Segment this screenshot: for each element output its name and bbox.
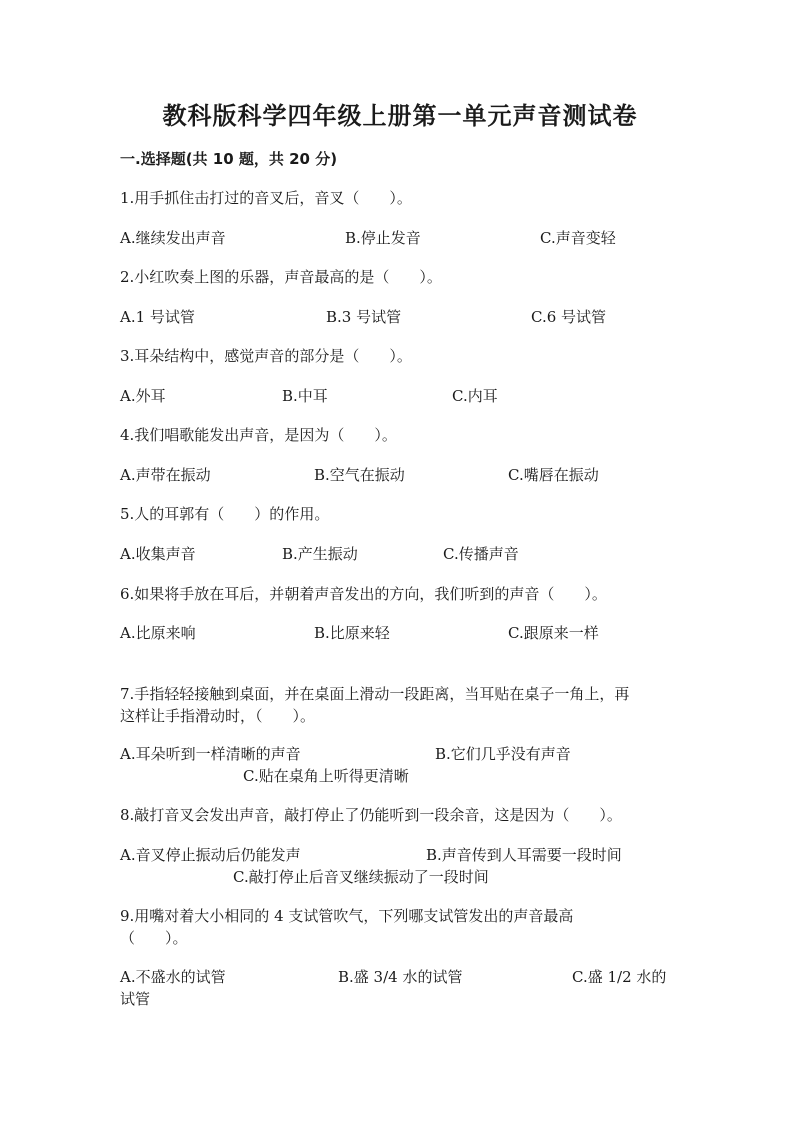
exam-title: 教科版科学四年级上册第一单元声音测试卷 (162, 102, 638, 130)
question-3-option-c: C.内耳 (452, 387, 498, 405)
section-heading: 一.选择题(共 10 题，共 20 分) (120, 150, 338, 168)
question-4-option-b: B.空气在振动 (314, 466, 405, 484)
question-9-option-c-continued: 试管 (120, 990, 151, 1008)
question-3-stem: 3.耳朵结构中，感觉声音的部分是（ ）。 (120, 347, 412, 365)
question-3-option-a: A.外耳 (120, 387, 166, 405)
question-2-option-b: B.3 号试管 (326, 308, 402, 326)
question-7-option-b: B.它们几乎没有声音 (435, 745, 571, 763)
question-7-stem-line-1: 7.手指轻轻接触到桌面，并在桌面上滑动一段距离，当耳贴在桌子一角上，再 (120, 685, 630, 703)
question-9-stem-line-2: （ ）。 (120, 929, 188, 947)
question-3-option-b: B.中耳 (282, 387, 328, 405)
question-9-option-b: B.盛 3/4 水的试管 (338, 968, 463, 986)
question-5-option-b: B.产生振动 (282, 545, 358, 563)
question-4-stem: 4.我们唱歌能发出声音，是因为（ ）。 (120, 426, 397, 444)
question-1-stem: 1.用手抓住击打过的音叉后，音叉（ ）。 (120, 189, 412, 207)
question-6-option-b: B.比原来轻 (314, 624, 390, 642)
question-9-option-a: A.不盛水的试管 (120, 968, 226, 986)
question-6-option-c: C.跟原来一样 (508, 624, 599, 642)
question-7-option-a: A.耳朵听到一样清晰的声音 (120, 745, 301, 763)
question-9-option-c: C.盛 1/2 水的 (572, 968, 667, 986)
question-4-option-c: C.嘴唇在振动 (508, 466, 599, 484)
question-2-option-c: C.6 号试管 (531, 308, 607, 326)
question-7-option-c: C.贴在桌角上听得更清晰 (243, 767, 409, 785)
question-1-option-c: C.声音变轻 (540, 229, 616, 247)
question-5-stem: 5.人的耳郭有（ ）的作用。 (120, 505, 330, 523)
question-6-stem: 6.如果将手放在耳后，并朝着声音发出的方向，我们听到的声音（ ）。 (120, 585, 607, 603)
question-5-option-a: A.收集声音 (120, 545, 196, 563)
question-2-stem: 2.小红吹奏上图的乐器，声音最高的是（ ）。 (120, 268, 442, 286)
question-5-option-c: C.传播声音 (443, 545, 519, 563)
question-6-option-a: A.比原来响 (120, 624, 196, 642)
question-8-stem: 8.敲打音叉会发出声音，敲打停止了仍能听到一段余音，这是因为（ ）。 (120, 806, 622, 824)
question-2-option-a: A.1 号试管 (120, 308, 195, 326)
question-8-option-b: B.声音传到人耳需要一段时间 (426, 846, 622, 864)
question-7-stem-line-2: 这样让手指滑动时，（ ）。 (120, 707, 316, 725)
question-8-option-a: A.音叉停止振动后仍能发声 (120, 846, 301, 864)
question-1-option-a: A.继续发出声音 (120, 229, 226, 247)
question-1-option-b: B.停止发音 (345, 229, 421, 247)
question-8-option-c: C.敲打停止后音叉继续振动了一段时间 (233, 868, 489, 886)
question-9-stem-line-1: 9.用嘴对着大小相同的 4 支试管吹气，下列哪支试管发出的声音最高 (120, 907, 574, 925)
question-4-option-a: A.声带在振动 (120, 466, 211, 484)
